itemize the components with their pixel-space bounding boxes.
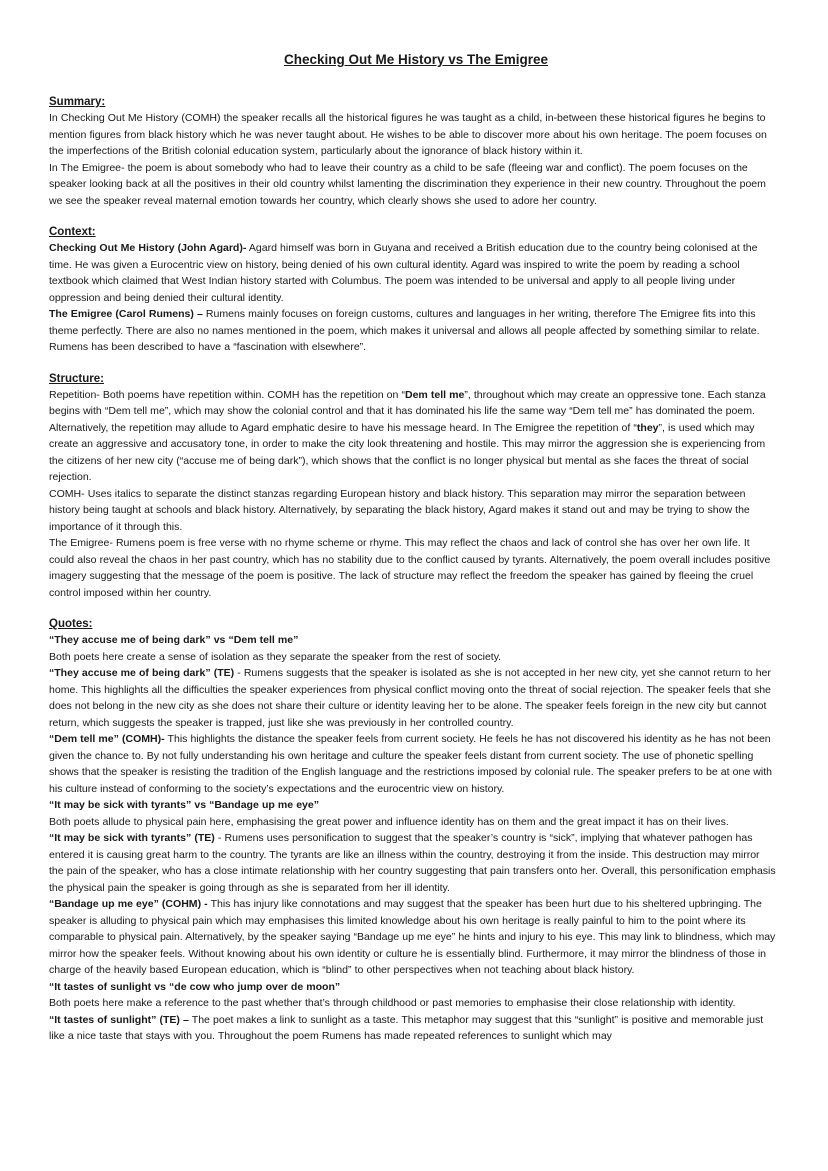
- summary-paragraph-emigree: In The Emigree- the poem is about somebody who had to leave their country as a child to be safe (fleeing war and conflict). The poem focuses on the speaker looking back at all the positives in their old country whilst lamenting the discrimination they experience in their new country. Throughout the poem we see the speaker reveal maternal emotion towards her country, which clearly shows she used to adore her country.: [49, 161, 766, 207]
- quote-1a-paragraph: [49, 665, 777, 731]
- structure-section: [49, 372, 777, 602]
- structure-rep-quote-they: they: [636, 421, 659, 434]
- quote-2a-label: “It may be sick with tyrants” (TE): [49, 832, 215, 844]
- structure-rep-text-c: ”, is used which may create an aggressive and accusatory tone, in order to make the city look threatening and hostile. This may mirror the aggression she is experiencing from the citizens of her new city (“accuse me of being dark”), which shows that the conflict is no longer physical but mental as she faces the threat of social rejection.: [49, 421, 766, 483]
- summary-paragraph-comh: In Checking Out Me History (COMH) the speaker recalls all the historical figures he was taught as a child, in-between these historical figures he begins to mention figures from black history which he was never taught about. He wishes to be able to discover more about his own heritage. The poem focuses on the imperfections of the British colonial education system, particularly about the ignorance of black history within it.: [49, 112, 767, 157]
- context-paragraph-comh: [49, 240, 777, 306]
- quote-1a-label: “They accuse me of being dark” (TE): [49, 667, 235, 679]
- quote-2b-paragraph: [49, 896, 777, 979]
- quote-pair-3-title-text: “It tastes of sunlight vs “de cow who jump over de moon”: [49, 980, 341, 993]
- context-emigree-label: The Emigree (Carol Rumens) –: [49, 308, 203, 320]
- structure-heading: Structure:: [49, 372, 104, 385]
- quote-1b-label: “Dem tell me” (COMH)-: [49, 733, 165, 745]
- context-heading: Context:: [49, 226, 96, 238]
- summary-heading: Summary:: [49, 96, 106, 108]
- context-emigree-text: Rumens mainly focuses on foreign customs, cultures and languages in her writing, therefore The Emigree fits into this theme perfectly. There are also no names mentioned in the poem, which makes it universal and allows all people affected by something similar to relate. Rumens has been described to have a “fascination with elsewhere”.: [49, 308, 760, 353]
- context-section: [49, 225, 777, 356]
- quotes-section: [49, 617, 777, 1045]
- quote-pair-2-title-text: “It may be sick with tyrants” vs “Bandage up me eye”: [49, 799, 319, 811]
- quote-2a-text: - Rumens uses personification to suggest that the speaker’s country is “sick”, implying that whatever pathogen has entered it is causing great harm to the country. The tyrants are like an illness within the country, destroying it from the inside. This destruction may mirror the pain of the speaker, who has a close intimate relationship with her country suggesting that pain transfers onto her. Overall, this personification emphasis the physical pain the speaker is going through as she is separated from her ill identity.: [49, 832, 776, 894]
- structure-paragraph-repetition: [49, 387, 777, 486]
- structure-rep-quote-dem: Dem tell me: [404, 388, 465, 401]
- quote-3a-label: “It tastes of sunlight” (TE) –: [49, 1013, 189, 1026]
- quote-2a-paragraph: [49, 830, 777, 896]
- quotes-heading: Quotes:: [49, 618, 93, 630]
- structure-rep-text-b: ”, throughout which may create an oppressive tone. Each stanza begins with “Dem tell me”, which may show the colonial control and that it has dominated his life the same way “Dem tell me” has dominated the poem. Alternatively, the repetition may allude to Agard emphatic desire to have his message heard. In The Emigree the repetition of “: [49, 388, 766, 434]
- page-title: Checking Out Me History vs The Emigree: [283, 52, 549, 67]
- context-comh-text: Agard himself was born in Guyana and received a British education due to the country being colonised at the time. He was given a Eurocentric view on history, being denied of his own cultural identity. Agard was inspired to write the poem by reading a school textbook which claimed that West Indian history started with Columbus. The poem was intended to be universal and apply to all people living under oppression and being denied their cultural identity.: [49, 242, 758, 304]
- quote-pair-1-intro: Both poets here create a sense of isolation as they separate the speaker from the rest of society.: [49, 650, 502, 663]
- quote-1b-paragraph: [49, 731, 777, 797]
- structure-rep-text-a: Repetition- Both poems have repetition within. COMH has the repetition on “: [49, 388, 405, 401]
- quote-2b-text: This has injury like connotations and may suggest that the speaker has been hurt due to his sheltered upbringing. The speaker is alluding to physical pain which may emphasises this limited knowledge about his own heritage is really painful to him to the point where its comparable to physical pain. Alternatively, by the speaker saying “Bandage up me eye” he hints and injury to his eye. This may link to blindness, which may mirror how the speaker feels. Without knowing about his own identity or culture he is essentially blind. Furthermore, it may mirror the blindness of those in charge of the heavily based European education, which is “blind” to other perspectives when not teaching about black history.: [49, 898, 776, 976]
- document-page: [49, 52, 777, 1061]
- quote-3a-text: The poet makes a link to sunlight as a taste. This metaphor may suggest that this “sunlight” is positive and memorable just like a nice taste that stays with you. Throughout the poem Rumens has made repeated references to sunlight which may: [49, 1013, 764, 1042]
- quote-pair-3-intro: Both poets here make a reference to the past whether that’s through childhood or past memories to emphasise their close relationship with identity.: [49, 997, 736, 1009]
- structure-paragraph-comh: COMH- Uses italics to separate the distinct stanzas regarding European history and black history. This separation may mirror the separation between history being taught at schools and black history. Alternatively, by separating the black history, Agard makes it stand out and may be trying to show the importance of it through this.: [49, 487, 750, 533]
- quote-3a-paragraph: [49, 1012, 777, 1045]
- quote-2b-label: “Bandage up me eye” (COHM) -: [49, 898, 208, 910]
- quote-1a-text: - Rumens suggests that the speaker is isolated as she is not accepted in her new city, yet she cannot return to her home. This highlights all the difficulties the speaker experiences from physical conflict moving onto the threat of social rejection. The speaker feels that she does not belong in the new city as she does not share their culture or identity leaving her to be alone. The speaker feels foreign in the new city but cannot return, which suggests the speaker is trapped, just like she was previously in her controlled country.: [49, 667, 771, 729]
- structure-paragraph-emigree: The Emigree- Rumens poem is free verse with no rhyme scheme or rhyme. This may reflect the chaos and lack of control she has over her own life. It could also reveal the chaos in her past country, which has no stability due to the conflict caused by tyrants. Alternatively, the poem overall includes positive imagery suggesting that the message of the poem is positive. The lack of structure may reflect the freedom the speaker has gained by fleeing the cruel control imposed within her country.: [49, 537, 771, 599]
- quote-pair-2-title: [49, 797, 777, 814]
- quote-pair-1-title-text: “They accuse me of being dark” vs “Dem tell me”: [49, 634, 299, 646]
- summary-section: [49, 95, 777, 209]
- quote-pair-2-intro: Both poets allude to physical pain here, emphasising the great power and influence identity has on them and the great impact it has on their lives.: [49, 815, 729, 828]
- context-paragraph-emigree: [49, 306, 777, 356]
- quote-pair-3-title: [49, 979, 777, 996]
- context-comh-label: Checking Out Me History (John Agard)-: [49, 242, 247, 254]
- quote-1b-text: This highlights the distance the speaker feels from current society. He feels he has not discovered his identity as he has not been given the chance to. By not fully understanding his own heritage and culture the speaker feels distant from current society. The use of phonetic spelling shows that the speaker is resisting the tradition of the English language and the restrictions imposed by colonial rule. The speaker prefers to be at one with his culture instead of conforming to the society’s expectations and the eurocentric view on history.: [49, 733, 772, 795]
- quote-pair-1-title: [49, 632, 777, 649]
